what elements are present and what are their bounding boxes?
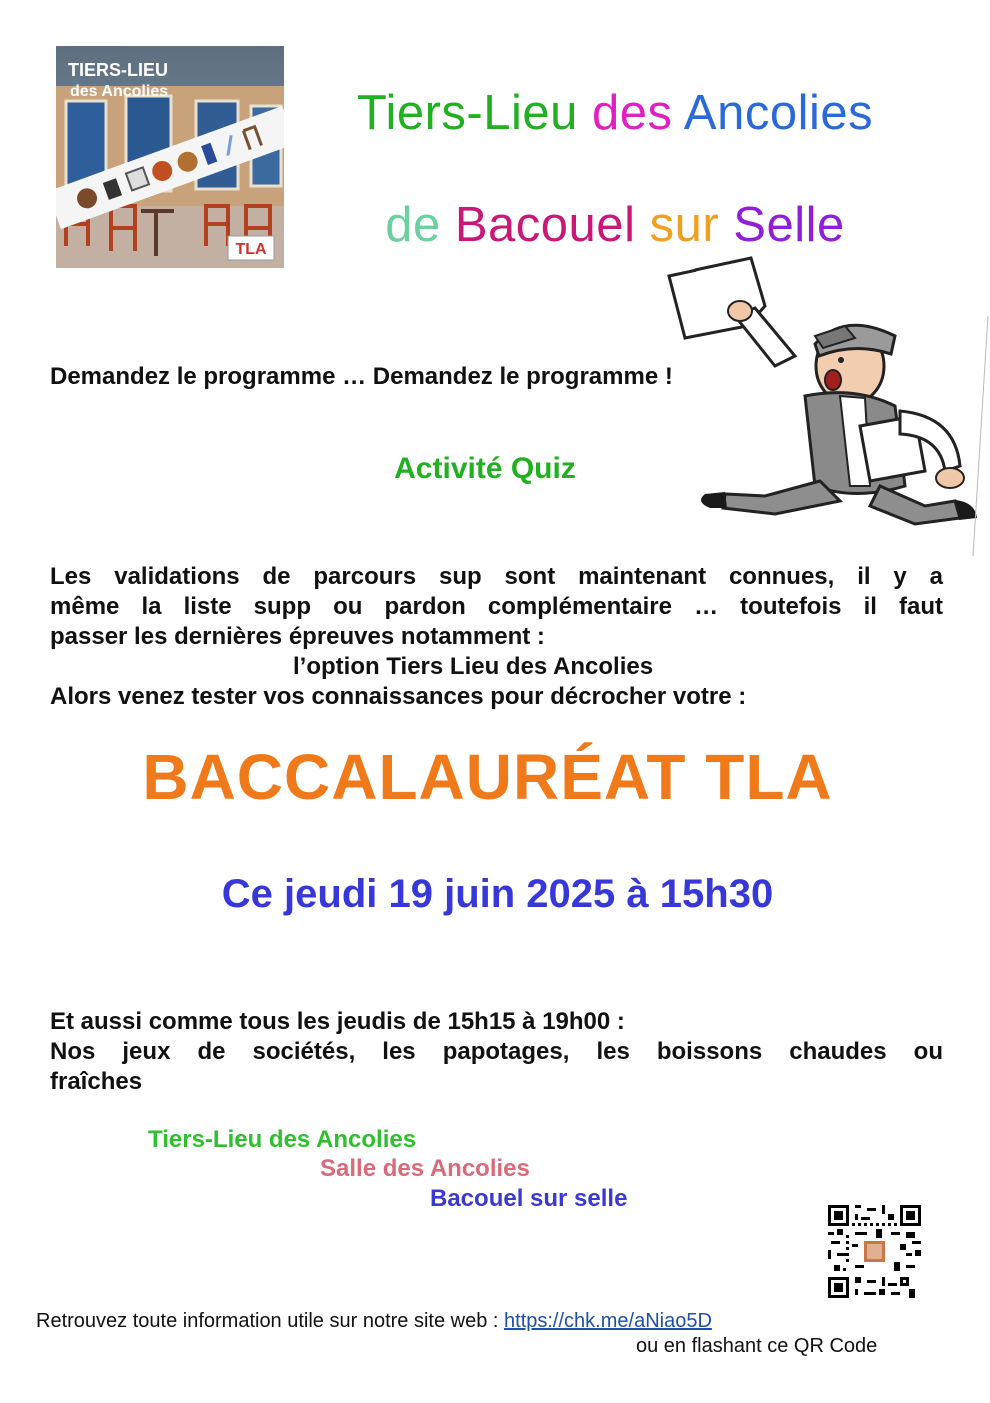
logo-badge: TLA	[235, 241, 267, 258]
title-word: des	[592, 86, 684, 140]
website-link[interactable]: https://chk.me/aNiao5D	[504, 1310, 712, 1332]
paragraph-line: passer les dernières épreuves notamment :	[50, 623, 545, 650]
address-line-3: Bacouel sur selle	[430, 1185, 628, 1212]
weekly-line: Et aussi comme tous les jeudis de 15h15 à 19h00 :	[50, 1008, 625, 1035]
title-line-2	[300, 197, 930, 253]
footer-prefix: Retrouvez toute information utile sur notre site web :	[36, 1310, 505, 1332]
logo-title-line1: TIERS-LIEU	[68, 60, 169, 80]
title-word: Selle	[733, 198, 845, 252]
intro-paragraph	[50, 562, 943, 712]
title-word: de	[385, 198, 455, 252]
footer-line-2: ou en flashant ce QR Code	[636, 1335, 878, 1357]
weekly-line: Nos jeux de sociétés, les papotages, les boissons chaudes ou	[50, 1038, 943, 1065]
address-line-1: Tiers-Lieu des Ancolies	[148, 1126, 417, 1153]
title-word: sur	[649, 198, 734, 252]
weekly-line: fraîches	[50, 1068, 143, 1095]
title-word: Tiers-Lieu	[356, 86, 592, 140]
footer-line-1	[36, 1310, 712, 1333]
headline: BACCALAURÉAT TLA	[142, 741, 833, 813]
tagline: Demandez le programme … Demandez le programme !	[50, 363, 673, 390]
paragraph-line: Les validations de parcours sup sont maintenant connues, il y a	[50, 563, 943, 590]
title-word: Ancolies	[683, 86, 874, 140]
qr-code[interactable]	[828, 1205, 921, 1298]
tla-logo	[56, 46, 284, 268]
paragraph-line: l’option Tiers Lieu des Ancolies	[293, 653, 654, 680]
weekly-info	[50, 1007, 943, 1097]
address-line-2: Salle des Ancolies	[320, 1155, 530, 1182]
event-date: Ce jeudi 19 juin 2025 à 15h30	[221, 872, 774, 916]
paragraph-line: même la liste supp ou pardon complémentaire … toutefois il faut	[50, 593, 943, 620]
logo-title-line2: des Ancolies	[70, 83, 169, 100]
title-word: Bacouel	[454, 198, 650, 252]
paragraph-line: Alors venez tester vos connaissances pour décrocher votre :	[50, 683, 747, 710]
newsboy-illustration	[655, 256, 990, 556]
activity-title: Activité Quiz	[394, 452, 576, 485]
title-line-1	[300, 85, 930, 141]
